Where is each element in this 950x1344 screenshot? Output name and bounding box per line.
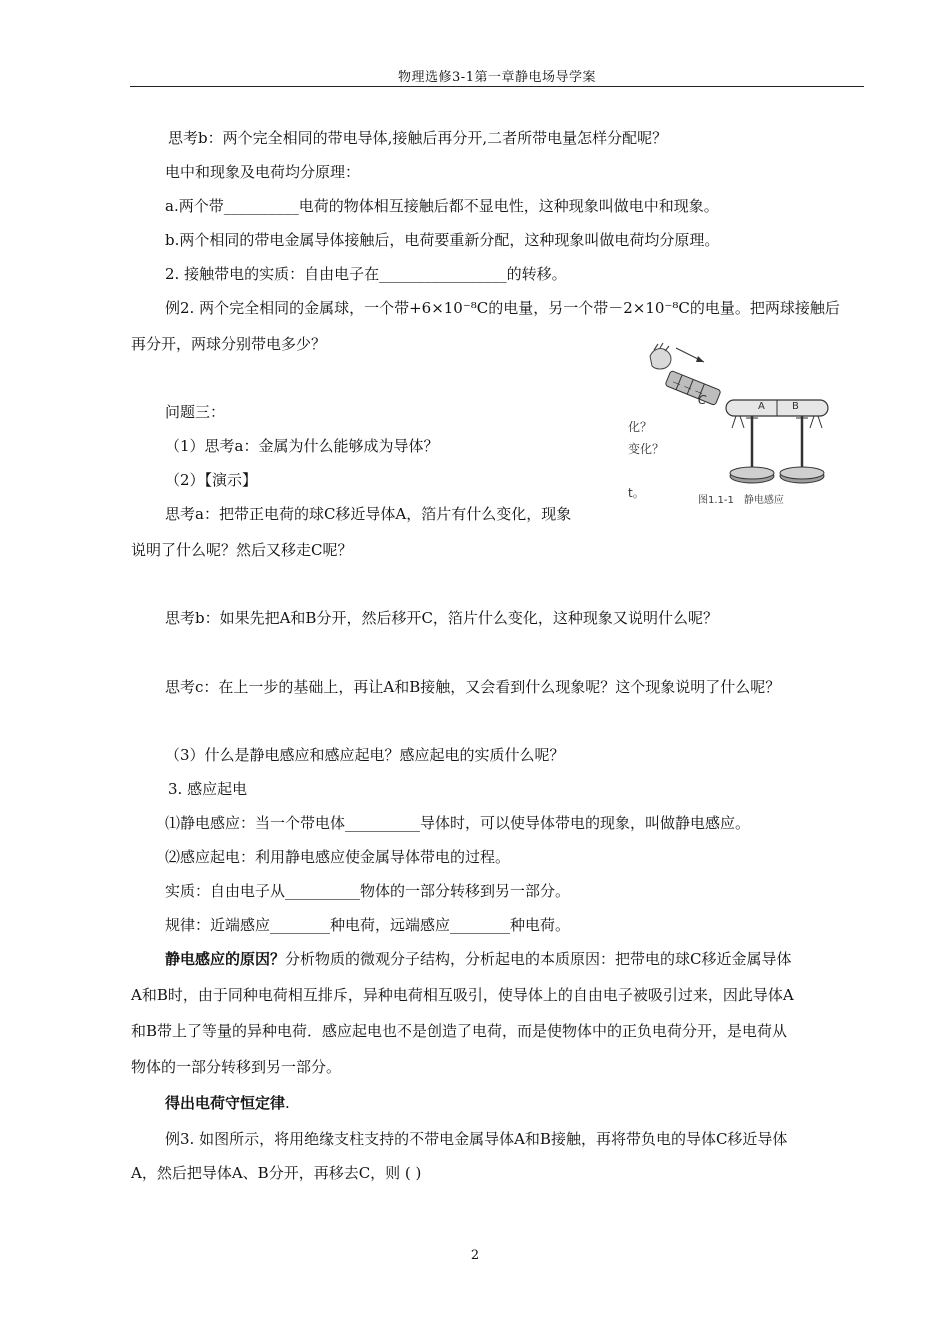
figure-caption: 图1.1-1 静电感应 xyxy=(698,495,784,506)
svg-text:—: — xyxy=(693,386,705,398)
label-a: A xyxy=(758,401,765,412)
svg-text:—: — xyxy=(682,381,694,394)
header-rule xyxy=(130,86,864,87)
text-line: 实质：自由电子从__________物体的一部分转移到另一部分。 xyxy=(165,882,571,900)
text-line: 3. 感应起电 xyxy=(168,780,248,798)
text-line: （1）思考a：金属为什么能够成为导体？ xyxy=(165,437,439,455)
text-line: a.两个带__________电荷的物体相互接触后都不显电性，这种现象叫做电中和现象。 xyxy=(165,197,719,215)
text-line: 说明了什么呢？然后又移走C呢？ xyxy=(131,541,353,559)
text-line xyxy=(165,1093,290,1113)
svg-text:—: — xyxy=(671,377,683,389)
page-number: 2 xyxy=(470,1248,480,1263)
text-line: 物体的一部分转移到另一部分。 xyxy=(131,1058,342,1076)
text-line: 2. 接触带电的实质：自由电子在_________________的转移。 xyxy=(165,265,567,283)
text-line xyxy=(165,949,792,969)
cropped-text: t。 xyxy=(628,486,645,500)
cropped-text: 变化？ xyxy=(628,442,665,456)
cropped-text: 化？ xyxy=(628,420,653,434)
bold-term: 得出电荷守恒定律 xyxy=(165,1094,286,1112)
electrostatic-induction-figure xyxy=(628,342,860,514)
text-line: 电中和现象及电荷均分原理： xyxy=(165,163,361,181)
text-line: （3）什么是静电感应和感应起电？感应起电的实质什么呢？ xyxy=(165,746,565,764)
text-line: 思考a：把带正电荷的球C移近导体A，箔片有什么变化，现象 xyxy=(165,505,572,523)
text-line: 思考b：两个完全相同的带电导体,接触后再分开,二者所带电量怎样分配呢？ xyxy=(168,129,668,147)
text-line: A，然后把导体A、B分开，再移去C，则 ( ) xyxy=(131,1164,422,1182)
text-line: 问题三： xyxy=(165,403,226,421)
label-b: B xyxy=(792,401,799,412)
text-line: 例3. 如图所示，将用绝缘支柱支持的不带电金属导体A和B接触，再将带负电的导体C移近导体 xyxy=(165,1130,788,1148)
text-run: 分析物质的微观分子结构，分析起电的本质原因：把带电的球C移近金属导体 xyxy=(285,950,792,968)
bold-term: 静电感应的原因？ xyxy=(165,950,286,968)
text-line: 规律：近端感应________种电荷，远端感应________种电荷。 xyxy=(165,916,571,934)
text-line: ⑴静电感应：当一个带电体__________导体时，可以使导体带电的现象，叫做静电感应。 xyxy=(165,814,751,832)
text-line: A和B时，由于同种电荷相互排斥，异种电荷相互吸引，使导体上的自由电子被吸引过来，因此导体A xyxy=(131,986,794,1004)
apparatus-illustration xyxy=(628,342,860,492)
text-line: 和B带上了等量的异种电荷．感应起电也不是创造了电荷，而是使物体中的正负电荷分开，是电荷从 xyxy=(131,1022,788,1040)
text-line: 思考c：在上一步的基础上，再让A和B接触，又会看到什么现象呢？这个现象说明了什么呢？ xyxy=(165,678,781,696)
text-line: 再分开，两球分别带电多少？ xyxy=(131,335,327,353)
text-line: 思考b：如果先把A和B分开，然后移开C，箔片什么变化，这种现象又说明什么呢？ xyxy=(165,609,718,627)
text-line: ⑵感应起电：利用静电感应使金属导体带电的过程。 xyxy=(165,848,511,866)
label-c: C xyxy=(698,393,707,407)
text-line: b.两个相同的带电金属导体接触后，电荷要重新分配，这种现象叫做电荷均分原理。 xyxy=(165,231,720,249)
page-header: 物理选修3-1第一章静电场导学案 xyxy=(398,70,596,85)
text-line: （2）【演示】 xyxy=(165,471,258,489)
text-run: . xyxy=(285,1094,290,1112)
text-line: 例2. 两个完全相同的金属球，一个带+6×10⁻⁸C的电量，另一个带－2×10⁻⁸C的电量。把两球接触后 xyxy=(165,299,840,317)
